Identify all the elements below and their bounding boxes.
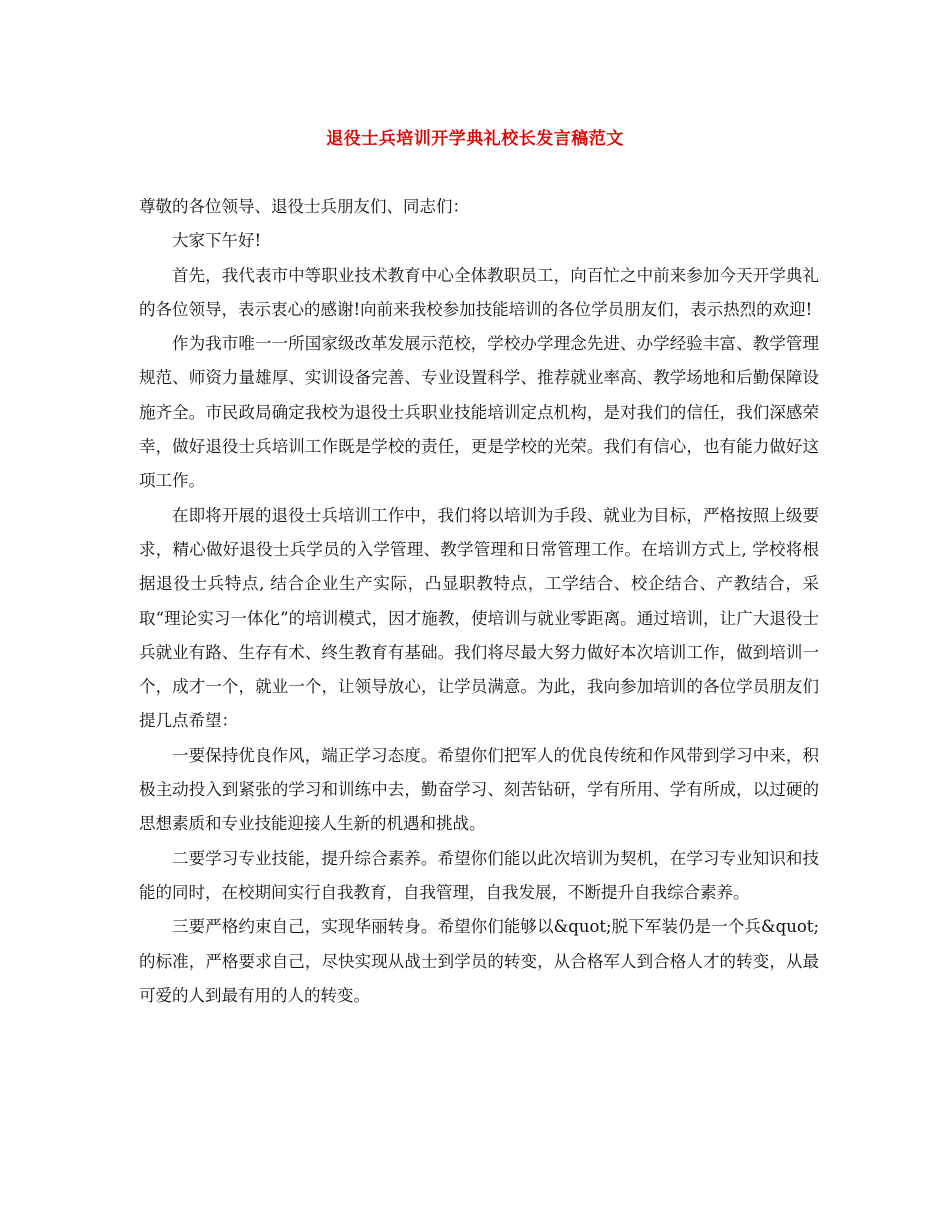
paragraph-hope-three: 三要严格约束自己，实现华丽转身。希望你们能够以&quot;脱下军装仍是一个兵&quot;的标准，严格要求自己，尽快实现从战士到学员的转变，从合格军人到合格人才的转变，从最可爱的人到最有用的人的转变。 xyxy=(139,917,819,1005)
salutation: 尊敬的各位领导、退役士兵朋友们、同志们： xyxy=(139,197,469,216)
greeting: 大家下午好! xyxy=(172,231,262,251)
paragraph-opening: 首先，我代表市中等职业技术教育中心全体教职员工，向百忙之中前来参加今天开学典礼的各位领导，表示衷心的感谢!向前来我校参加技能培训的各位学员朋友们，表示热烈的欢迎! xyxy=(139,265,819,319)
document-title: 退役士兵培训开学典礼校长发言稿范文 xyxy=(326,129,624,149)
paragraph-hope-one: 一要保持优良作风，端正学习态度。希望你们把军人的优良传统和作风带到学习中来，积极主动投入到紧张的学习和训练中去，勤奋学习、刻苦钻研，学有所用、学有所成，以过硬的思想素质和专业技能迎接人生新的机遇和挑战。 xyxy=(139,745,819,834)
document-body xyxy=(139,190,819,1013)
paragraph-training-plan: 在即将开展的退役士兵培训工作中，我们将以培训为手段、就业为目标，严格按照上级要求，精心做好退役士兵学员的入学管理、教学管理和日常管理工作。在培训方式上, 学校将根据退役士兵特点, 结合企业生产实际，凸显职教特点，工学结合、校企结合、产教结合，采取“理论实习一体化”的培训模式，因才施教，使培训与就业零距离。通过培训，让广大退役士兵就业有路、生存有术、终生教育有基础。我们将尽最大努力做好本次培训工作，做到培训一个，成才一个，就业一个，让领导放心，让学员满意。为此，我向参加培训的各位学员朋友们提几点希望： xyxy=(139,505,819,731)
paragraph-school-introduction: 作为我市唯一一所国家级改革发展示范校，学校办学理念先进、办学经验丰富、教学管理规范、师资力量雄厚、实训设备完善、专业设置科学、推荐就业率高、教学场地和后勤保障设施齐全。市民政局确定我校为退役士兵职业技能培训定点机构，是对我们的信任，我们深感荣幸，做好退役士兵培训工作既是学校的责任，更是学校的光荣。我们有信心，也有能力做好这项工作。 xyxy=(139,334,819,491)
paragraph-hope-two: 二要学习专业技能，提升综合素养。希望你们能以此次培训为契机，在学习专业知识和技能的同时，在校期间实行自我教育，自我管理，自我发展，不断提升自我综合素养。 xyxy=(139,848,819,902)
